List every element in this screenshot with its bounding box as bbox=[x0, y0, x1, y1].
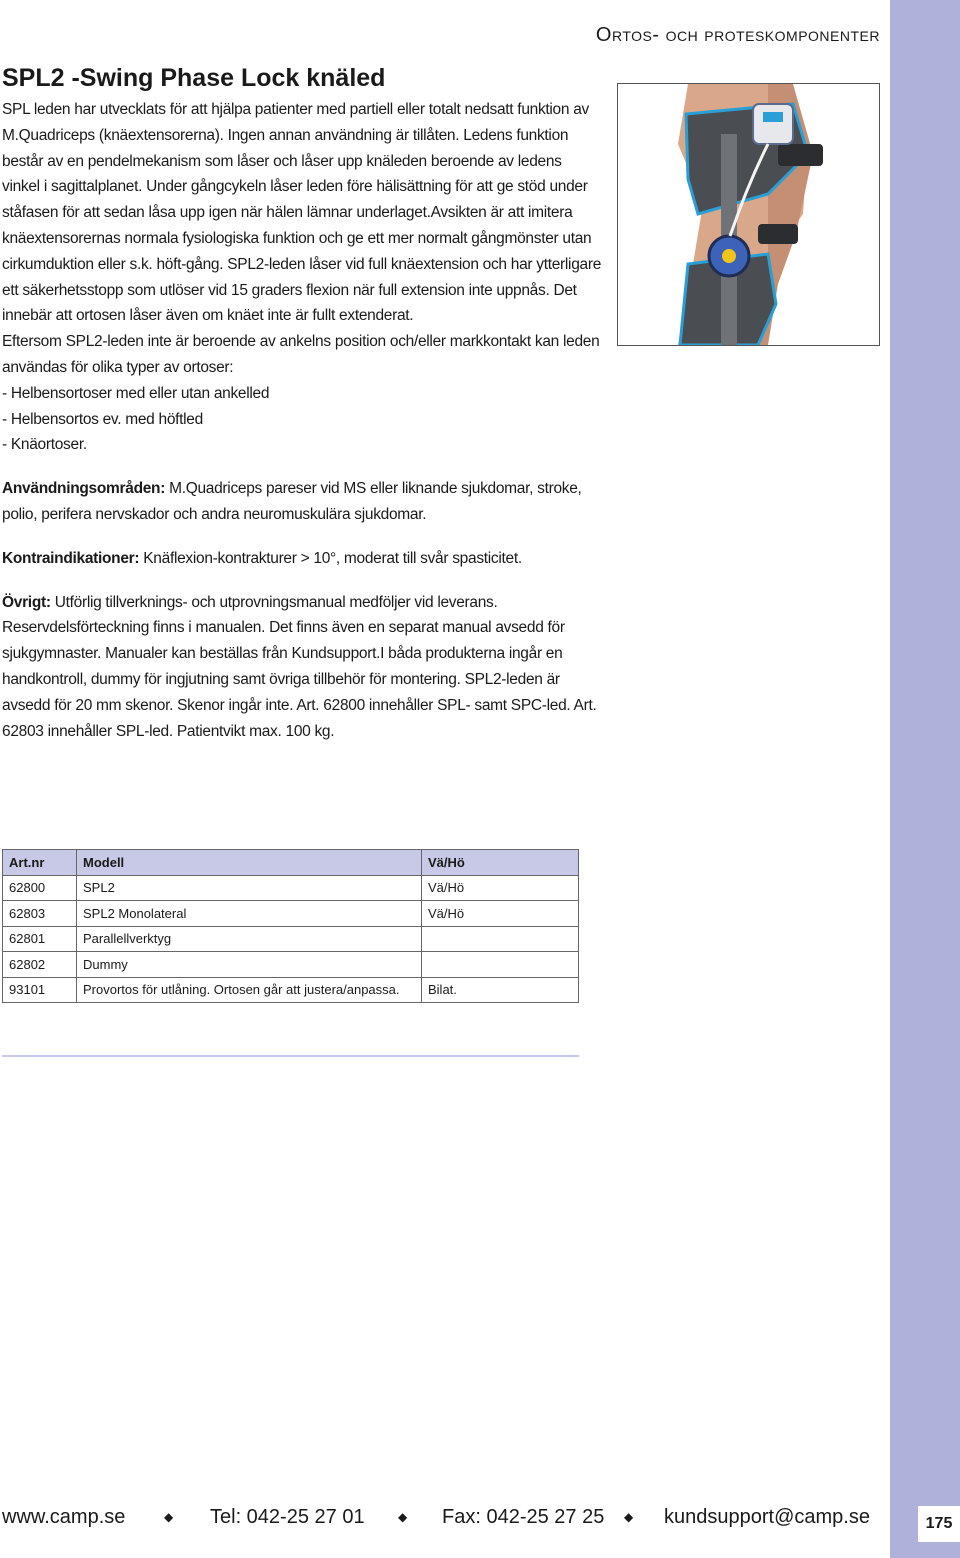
knee-brace-illustration bbox=[618, 84, 879, 345]
bullet-icon: ◆ bbox=[164, 1510, 174, 1524]
footer bbox=[0, 1506, 890, 1536]
list-item: - Helbensortoser med eller utan ankelled bbox=[2, 384, 270, 402]
article-table bbox=[2, 849, 579, 1003]
list-item: - Helbensortos ev. med höftled bbox=[2, 410, 203, 428]
usage-label: Användningsområden: bbox=[2, 480, 166, 498]
cell-art-nr: 62803 bbox=[3, 901, 77, 927]
website-link[interactable]: www.camp.se bbox=[2, 1506, 126, 1528]
fax-number: Fax: 042-25 27 25 bbox=[442, 1506, 605, 1528]
list-item: - Knäortoser. bbox=[2, 436, 87, 454]
cell-art-nr: 62801 bbox=[3, 926, 77, 952]
contraindications-label: Kontraindikationer: bbox=[2, 549, 140, 567]
column-header-art-nr: Art.nr bbox=[3, 850, 77, 876]
table-row bbox=[3, 901, 579, 927]
column-header-model: Modell bbox=[77, 850, 422, 876]
other-text: Utförlig tillverknings- och utprovningsmanual medföljer vid leverans. Reservdelsförteckning finns i manualen. Det finns även en separat manual avsedd för sjukgymnaster. Manualer kan beställas från Kundsupport.I båda produkterna ingår en handkontroll, dummy för ingjutning samt övriga tillbehör för montering. SPL2-leden är avsedd för 20 mm skenor. Skenor ingår inte. Art. 62800 innehåller SPL- samt SPC-led. Art. 62803 innehåller SPL-led. Patientvikt max. 100 kg. bbox=[2, 593, 597, 740]
other-label: Övrigt: bbox=[2, 593, 51, 611]
main-text bbox=[2, 97, 602, 744]
cell-side bbox=[422, 926, 579, 952]
usage-intro-paragraph: Eftersom SPL2-leden inte är beroende av ankelns position och/eller markkontakt kan leden användas för olika typer av ortoser: bbox=[2, 333, 600, 376]
cell-model: SPL2 bbox=[77, 875, 422, 901]
knee-brace-photo bbox=[617, 83, 880, 346]
table-row bbox=[3, 977, 579, 1003]
cell-side: Vä/Hö bbox=[422, 875, 579, 901]
cell-art-nr: 93101 bbox=[3, 977, 77, 1003]
description-paragraph: SPL leden har utvecklats för att hjälpa patienter med partiell eller totalt nedsatt funktion av M.Quadriceps (knäextensorerna). Ingen annan användning är tillåten. Ledens funktion består av en pendelmekanism som låser och låser upp knäleden beroende av ledens vinkel i sagittalplanet. Under gångcykeln låser leden före hälisättning för att ge stöd under ståfasen för att sedan låsa upp igen när hälen lämnar underlaget.Avsikten är att imitera knäextensorernas normala fysiologiska funktion och ge ett mer normalt gångmönster utan cirkumduktion eller s.k. höft-gång. SPL2-leden låser vid full knäextension och har ytterligare ett säkerhetsstopp som utlöser vid 15 graders flexion när full extension inte uppnås. Det innebär att ortosen låser även om knäet inte är fullt extenderat. bbox=[2, 101, 602, 325]
table-row bbox=[3, 952, 579, 978]
cell-model: SPL2 Monolateral bbox=[77, 901, 422, 927]
cell-model: Parallellverktyg bbox=[77, 926, 422, 952]
cell-side: Bilat. bbox=[422, 977, 579, 1003]
contraindications-text: Knäflexion-kontrakturer > 10°, moderat till svår spasticitet. bbox=[139, 549, 522, 567]
page-number: 175 bbox=[918, 1506, 960, 1542]
table-header-row bbox=[3, 850, 579, 876]
bullet-icon: ◆ bbox=[398, 1510, 408, 1524]
table-row bbox=[3, 875, 579, 901]
bullet-icon: ◆ bbox=[624, 1510, 634, 1524]
table-row bbox=[3, 926, 579, 952]
cell-side: Vä/Hö bbox=[422, 901, 579, 927]
email-link[interactable]: kundsupport@camp.se bbox=[664, 1506, 870, 1528]
cell-side bbox=[422, 952, 579, 978]
cell-model: Dummy bbox=[77, 952, 422, 978]
side-accent-band bbox=[890, 0, 960, 1558]
section-header: Ortos- och proteskomponenter bbox=[595, 24, 880, 46]
cell-art-nr: 62800 bbox=[3, 875, 77, 901]
divider bbox=[2, 1055, 579, 1057]
phone-number: Tel: 042-25 27 01 bbox=[210, 1506, 365, 1528]
other-section bbox=[2, 590, 602, 745]
usage-text: M.Quadriceps pareser vid MS eller liknande sjukdomar, stroke, polio, perifera nervskador och andra neuromuskulära sjukdomar. bbox=[2, 480, 582, 523]
contraindications-section bbox=[2, 546, 602, 572]
page-title: SPL2 -Swing Phase Lock knäled bbox=[2, 64, 386, 92]
cell-art-nr: 62802 bbox=[3, 952, 77, 978]
usage-section bbox=[2, 476, 602, 528]
cell-model: Provortos för utlåning. Ortosen går att justera/anpassa. bbox=[77, 977, 422, 1003]
column-header-side: Vä/Hö bbox=[422, 850, 579, 876]
